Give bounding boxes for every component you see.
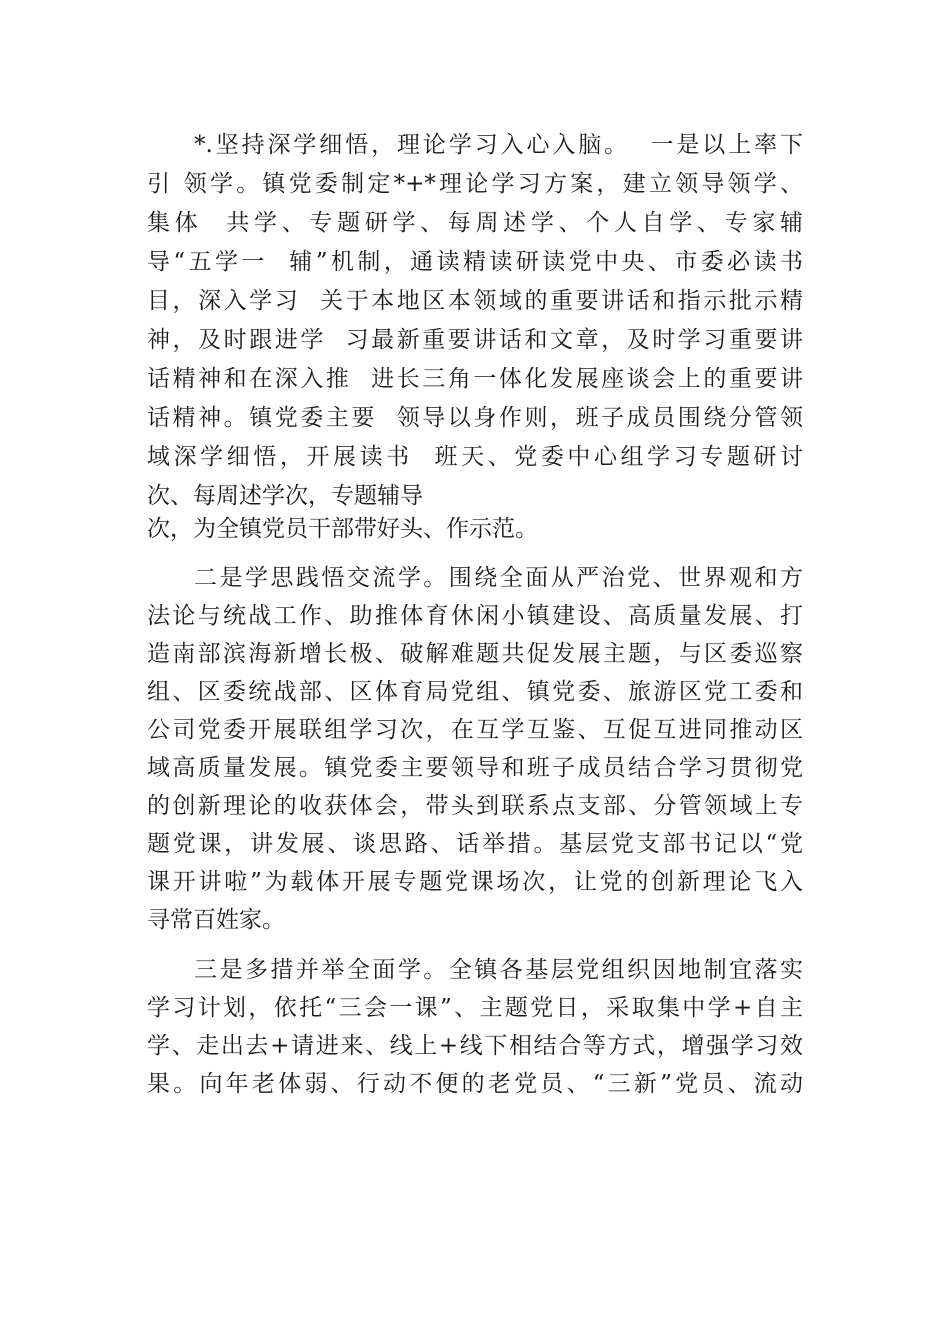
paragraph-2-line-5: 公司党委开展联组学习次，在互学互鉴、互促互进同推动区 [147,717,803,743]
paragraph-1-line-2: 引 领学。镇党委制定*+*理论学习方案，建立领导领学、 [147,171,803,197]
paragraph-3-line-2: 学习计划，依托“三会一课”、主题党日，采取集中学+自主 [147,995,803,1021]
paragraph-1-line-11: 次，为全镇党员干部带好头、作示范。 [147,516,538,542]
paragraph-1-line-8: 话精神。镇党委主要 领导以身作则，班子成员围绕分管领 [147,405,803,431]
paragraph-1-line-6: 神，及时跟进学 习最新重要讲话和文章，及时学习重要讲 [147,327,803,353]
paragraph-3-line-3: 学、走出去+请进来、线上+线下相结合等方式，增强学习效 [147,1033,803,1059]
paragraph-1-line-9: 域深学细悟，开展读书 班天、党委中心组学习专题研讨 [147,444,803,470]
paragraph-1-line-3: 集体 共学、专题研学、每周述学、个人自学、专家辅 [147,210,803,236]
paragraph-3-line-1: 三是多措并举全面学。全镇各基层党组织因地制宜落实 [194,957,803,983]
paragraph-1-line-4: 导“五学一 辅”机制，通读精读研读党中央、市委必读书 [147,249,803,275]
paragraph-2-line-10: 寻常百姓家。 [147,907,285,933]
paragraph-1-line-5: 目，深入学习 关于本地区本领域的重要讲话和指示批示精 [147,288,803,314]
paragraph-1-line-10: 次、每周述学次，专题辅导 [147,483,423,509]
paragraph-2-line-6: 域高质量发展。镇党委主要领导和班子成员结合学习贯彻党 [147,755,803,781]
paragraph-2-line-7: 的创新理论的收获体会，带头到联系点支部、分管领域上专 [147,793,803,819]
paragraph-2-line-9: 课开讲啦”为载体开展专题党课场次，让党的创新理论飞入 [147,869,803,895]
paragraph-1-line-1: *.坚持深学细悟，理论学习入心入脑。 一是以上率下 [194,132,803,158]
paragraph-2-line-2: 法论与统战工作、助推体育休闲小镇建设、高质量发展、打 [147,603,803,629]
paragraph-3-line-4: 果。向年老体弱、行动不便的老党员、“三新”党员、流动 [147,1071,803,1097]
paragraph-2-line-8: 题党课，讲发展、谈思路、话举措。基层党支部书记以“党 [147,831,803,857]
paragraph-1-line-7: 话精神和在深入推 进长三角一体化发展座谈会上的重要讲 [147,366,803,392]
paragraph-2-line-3: 造南部滨海新增长极、破解难题共促发展主题，与区委巡察 [147,641,803,667]
paragraph-2-line-4: 组、区委统战部、区体育局党组、镇党委、旅游区党工委和 [147,679,803,705]
paragraph-2-line-1: 二是学思践悟交流学。围绕全面从严治党、世界观和方 [194,565,803,591]
